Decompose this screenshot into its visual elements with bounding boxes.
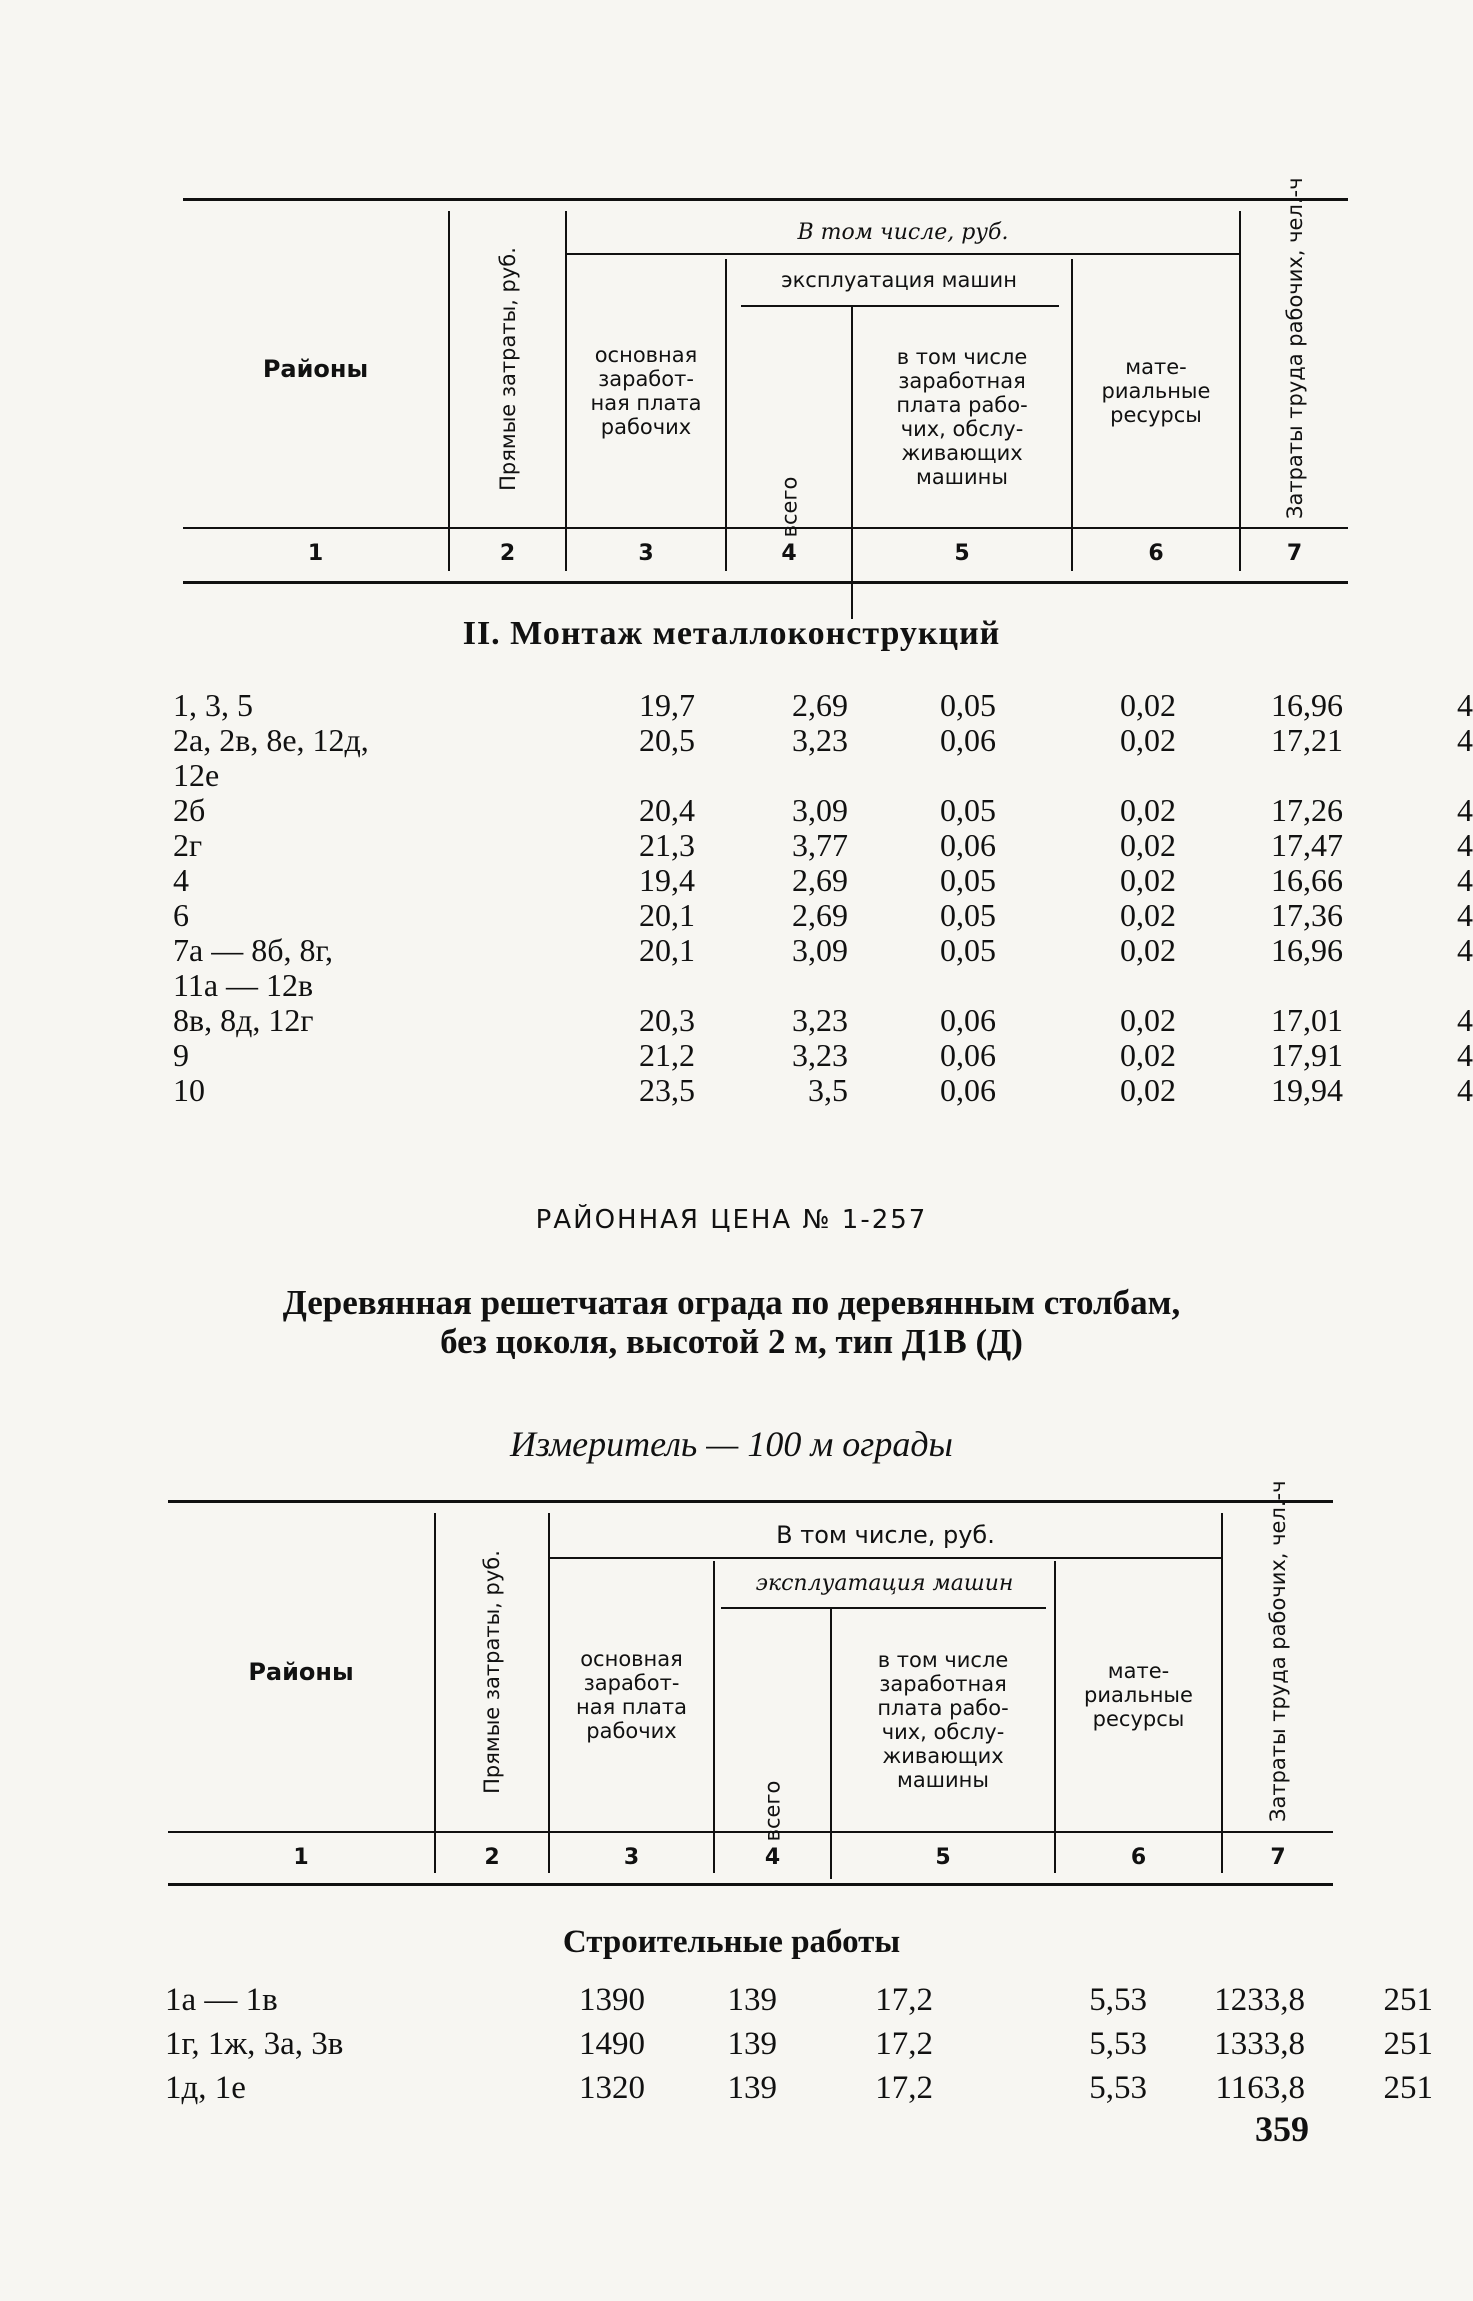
row-cell-col3: 2,69 <box>792 897 848 933</box>
col-num-7: 7 <box>1286 540 1303 566</box>
row-district-label: 11а — 12в <box>173 967 314 1003</box>
row-cell-col5: 0,02 <box>1120 687 1176 723</box>
row-cell-col5: 0,02 <box>1120 1002 1176 1038</box>
row-district-label: 1г, 1ж, 3а, 3в <box>165 2026 344 2062</box>
row-cell-col7: 251 <box>1383 2070 1433 2106</box>
row-cell-col2: 1490 <box>579 2026 645 2062</box>
row-cell-col4: 17,2 <box>875 2026 933 2062</box>
col-materials-header: мате-риальные ресурсы <box>1101 355 1211 427</box>
row-cell-col2: 1390 <box>579 1982 645 2018</box>
row-cell-col7: 4 <box>1457 792 1473 828</box>
row-cell-col7: 4 <box>1457 1037 1473 1073</box>
row-cell-col2: 20,5 <box>639 722 695 758</box>
row-cell-col6: 1163,8 <box>1215 2070 1305 2106</box>
col-direct-header: Прямые затраты, руб. <box>495 247 520 491</box>
col-materials-header-2: мате-риальные ресурсы <box>1084 1659 1193 1731</box>
col-machines-header: эксплуатация машин <box>781 268 1017 292</box>
row-district-label: 4 <box>173 862 189 898</box>
col-num-5: 5 <box>954 540 970 566</box>
row-cell-col3: 2,69 <box>792 862 848 898</box>
measure-label: Измеритель — 100 м ограды <box>510 1424 953 1464</box>
table-row <box>165 1978 1433 2022</box>
table1-header <box>183 177 1348 584</box>
row-cell-col6: 1333,8 <box>1214 2026 1305 2062</box>
row-cell-col7: 4 <box>1457 862 1473 898</box>
row-cell-col2: 20,1 <box>639 897 695 933</box>
row-cell-col2: 20,4 <box>639 792 695 828</box>
table-row <box>173 862 1473 898</box>
col-district-header-2: Районы <box>248 1658 354 1686</box>
table-row <box>165 2022 1433 2066</box>
row-cell-col4: 0,06 <box>940 827 996 863</box>
row-cell-col4: 17,2 <box>875 2070 933 2106</box>
table-row <box>173 827 1473 863</box>
row-cell-col6: 1233,8 <box>1214 1982 1305 2018</box>
row-cell-col4: 0,06 <box>940 1037 996 1073</box>
row-cell-col3: 3,5 <box>808 1072 848 1108</box>
row-district-label: 9 <box>173 1037 189 1073</box>
row-cell-col6: 16,96 <box>1271 932 1343 968</box>
row-cell-col6: 16,96 <box>1271 687 1343 723</box>
row-cell-col3: 139 <box>727 2026 777 2062</box>
row-cell-col2: 19,4 <box>639 862 695 898</box>
row-cell-col5: 0,02 <box>1120 827 1176 863</box>
table-row <box>173 722 1473 793</box>
col2-num-3: 3 <box>623 1844 640 1870</box>
row-district-label: 2г <box>173 827 203 863</box>
row-cell-col6: 17,26 <box>1271 792 1343 828</box>
row-cell-col7: 4 <box>1457 687 1473 723</box>
row-cell-col5: 0,02 <box>1120 1072 1176 1108</box>
row-cell-col3: 3,09 <box>792 792 848 828</box>
price-title-line2: без цоколя, высотой 2 м, тип Д1В (Д) <box>440 1322 1023 1361</box>
row-cell-col4: 0,05 <box>940 687 996 723</box>
row-cell-col2: 20,3 <box>639 1002 695 1038</box>
row-cell-col7: 251 <box>1383 2026 1433 2062</box>
col2-num-5: 5 <box>935 1844 951 1870</box>
row-district-label: 6 <box>173 897 189 933</box>
row-district-label: 1, 3, 5 <box>173 687 253 723</box>
col-num-1: 1 <box>307 540 324 566</box>
row-cell-col3: 3,23 <box>792 722 848 758</box>
table-row <box>173 792 1473 828</box>
col-num-2: 2 <box>499 540 516 566</box>
row-cell-col5: 5,53 <box>1089 2070 1147 2106</box>
row-cell-col7: 4 <box>1457 1002 1473 1038</box>
row-district-label: 2б <box>173 792 206 828</box>
row-cell-col5: 0,02 <box>1120 792 1176 828</box>
table-row <box>173 1037 1473 1073</box>
col2-num-2: 2 <box>484 1844 500 1870</box>
row-cell-col5: 0,02 <box>1120 1037 1176 1073</box>
col-num-4: 4 <box>781 540 797 566</box>
row-cell-col6: 17,91 <box>1271 1037 1343 1073</box>
row-cell-col6: 16,66 <box>1271 862 1343 898</box>
section-title-1: II. Монтаж металлоконструкций <box>462 615 1001 652</box>
col-direct-header-2: Прямые затраты, руб. <box>480 1550 505 1794</box>
row-cell-col2: 21,2 <box>639 1037 695 1073</box>
row-district-label: 1д, 1е <box>165 2070 246 2106</box>
row-cell-col6: 17,47 <box>1271 827 1343 863</box>
price-title-line1: Деревянная решетчатая ограда по деревянным столбам, <box>282 1283 1181 1322</box>
table-row <box>173 1002 1473 1038</box>
price-heading: РАЙОННАЯ ЦЕНА № 1-257 <box>535 1205 928 1235</box>
table1-body <box>173 687 1473 1108</box>
col-wage-header-2: основная заработ-ная плата рабочих <box>575 1647 688 1743</box>
col-num-6: 6 <box>1148 540 1164 566</box>
row-cell-col4: 0,06 <box>940 1002 996 1038</box>
row-cell-col3: 2,69 <box>792 687 848 723</box>
row-cell-col4: 0,06 <box>940 1072 996 1108</box>
row-cell-col5: 0,02 <box>1120 897 1176 933</box>
col-total-header: всего <box>776 476 801 538</box>
row-cell-col2: 19,7 <box>639 687 695 723</box>
row-cell-col3: 139 <box>727 1982 777 2018</box>
table-row <box>173 687 1473 723</box>
row-district-label: 12е <box>173 757 220 793</box>
row-cell-col2: 1320 <box>579 2070 645 2106</box>
row-cell-col4: 17,2 <box>875 1982 933 2018</box>
row-cell-col7: 4 <box>1457 932 1473 968</box>
row-cell-col7: 4 <box>1457 722 1473 758</box>
col2-num-6: 6 <box>1130 1844 1147 1870</box>
col-labor-header: Затраты труда рабочих, чел.-ч <box>1282 177 1307 519</box>
row-cell-col3: 3,23 <box>792 1037 848 1073</box>
row-cell-col6: 17,36 <box>1271 897 1343 933</box>
row-cell-col7: 4 <box>1457 827 1473 863</box>
row-cell-col5: 5,53 <box>1089 1982 1147 2018</box>
row-cell-col5: 0,02 <box>1120 722 1176 758</box>
row-cell-col6: 19,94 <box>1271 1072 1343 1108</box>
col-labor-header-2: Затраты труда рабочих, чел.-ч <box>1266 1480 1290 1822</box>
row-cell-col2: 20,1 <box>639 932 695 968</box>
row-district-label: 7а — 8б, 8г, <box>173 932 333 968</box>
col-machines-header-2: эксплуатация машин <box>755 1570 1014 1596</box>
col-incl-header-2: В том числе, руб. <box>776 1521 995 1549</box>
row-cell-col7: 4 <box>1457 1072 1473 1108</box>
row-cell-col4: 0,05 <box>940 897 996 933</box>
col2-num-7: 7 <box>1270 1844 1286 1870</box>
row-cell-col5: 0,02 <box>1120 932 1176 968</box>
row-cell-col4: 0,05 <box>940 792 996 828</box>
col2-num-4: 4 <box>764 1844 781 1870</box>
row-cell-col3: 139 <box>727 2070 777 2106</box>
section-title-2: Строительные работы <box>562 1924 901 1960</box>
row-cell-col4: 0,05 <box>940 862 996 898</box>
row-cell-col7: 4 <box>1457 897 1473 933</box>
row-cell-col6: 17,21 <box>1271 722 1343 758</box>
row-district-label: 1а — 1в <box>165 1982 278 2018</box>
row-cell-col7: 251 <box>1383 1982 1433 2018</box>
table2-body <box>165 1978 1433 2110</box>
row-cell-col2: 21,3 <box>639 827 695 863</box>
row-district-label: 10 <box>173 1072 205 1108</box>
col2-num-1: 1 <box>293 1844 309 1870</box>
col-incl-header: В том числе, руб. <box>797 219 1009 245</box>
row-cell-col3: 3,09 <box>792 932 848 968</box>
row-cell-col3: 3,23 <box>792 1002 848 1038</box>
col-num-3: 3 <box>638 540 654 566</box>
row-district-label: 2а, 2в, 8е, 12д, <box>173 722 369 758</box>
row-cell-col5: 5,53 <box>1089 2026 1147 2062</box>
table-row <box>173 897 1473 933</box>
row-cell-col6: 17,01 <box>1271 1002 1343 1038</box>
table2-header <box>168 1480 1333 1886</box>
table-row <box>173 1072 1473 1108</box>
col-machine-wage-header: в том числе заработная плата рабо-чих, обслу-живающих машины <box>896 345 1028 489</box>
page-number: 359 <box>1255 2109 1309 2149</box>
col-wage-header: основная заработ-ная плата рабочих <box>590 343 702 439</box>
row-cell-col3: 3,77 <box>792 827 848 863</box>
row-cell-col4: 0,06 <box>940 722 996 758</box>
row-cell-col5: 0,02 <box>1120 862 1176 898</box>
row-district-label: 8в, 8д, 12г <box>173 1002 314 1038</box>
col-machine-wage-header-2: в том числе заработная плата рабо-чих, обслу-живающих машины <box>877 1648 1009 1792</box>
col-district-header: Районы <box>262 355 369 383</box>
row-cell-col2: 23,5 <box>639 1072 695 1108</box>
col-total-header-2: всего <box>760 1780 785 1842</box>
table-row <box>165 2066 1433 2110</box>
table-row <box>173 932 1473 1003</box>
row-cell-col4: 0,05 <box>940 932 996 968</box>
